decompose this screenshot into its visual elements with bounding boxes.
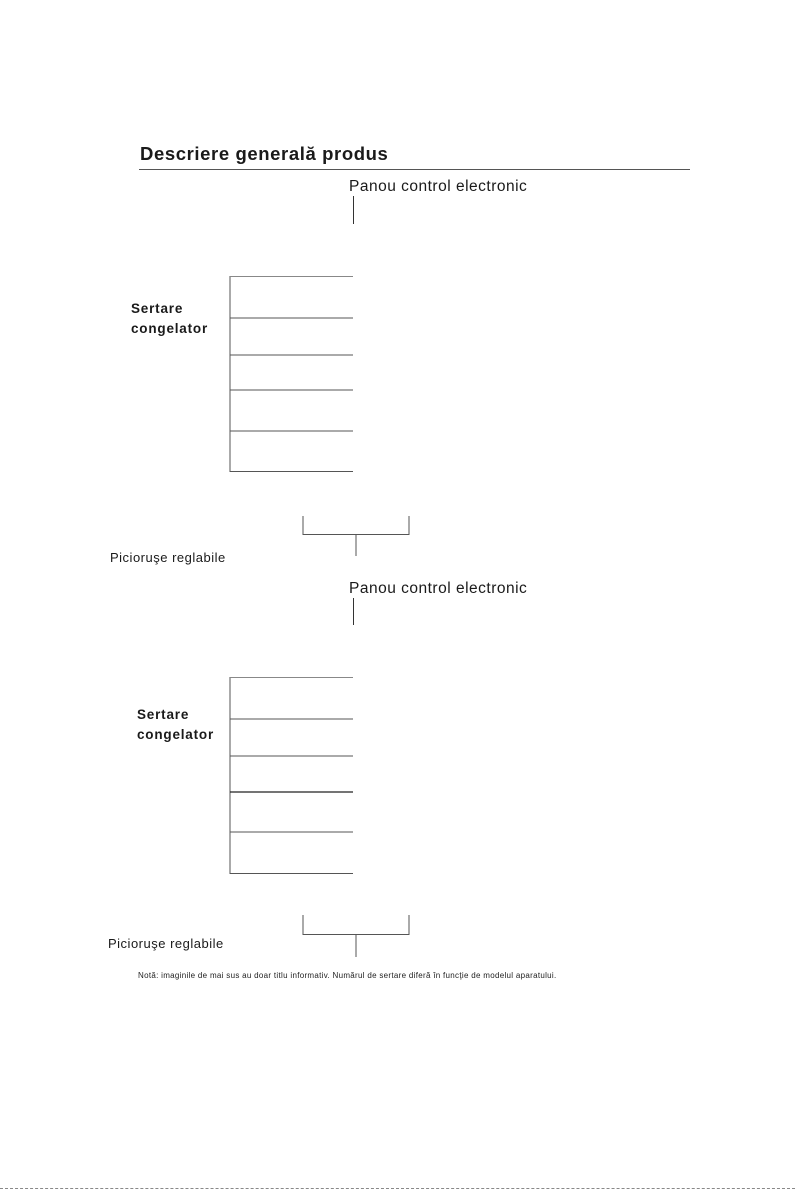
control-panel-leader-line bbox=[353, 598, 354, 625]
freezer-drawers-label-line1: Sertare bbox=[137, 707, 190, 722]
freezer-drawers-diagram bbox=[229, 677, 355, 876]
control-panel-label: Panou control electronic bbox=[349, 580, 528, 597]
control-panel-label: Panou control electronic bbox=[349, 178, 528, 195]
adjustable-feet-bracket bbox=[302, 516, 412, 558]
freezer-drawers-label-line1: Sertare bbox=[131, 301, 184, 316]
adjustable-feet-bracket bbox=[302, 915, 412, 959]
adjustable-feet-label: Picioruşe reglabile bbox=[110, 550, 226, 565]
control-panel-leader-line bbox=[353, 196, 354, 224]
freezer-drawers-label bbox=[131, 299, 208, 339]
freezer-drawers-label bbox=[137, 705, 214, 745]
freezer-drawers-label-line2: congelator bbox=[131, 321, 209, 336]
page-bottom-edge bbox=[0, 1188, 795, 1189]
footnote: Notă: imaginile de mai sus au doar titlu informativ. Numărul de sertare diferă în funcţie de modelul aparatului. bbox=[138, 971, 557, 980]
freezer-drawers-label-line2: congelator bbox=[137, 727, 215, 742]
freezer-drawers-diagram bbox=[229, 276, 355, 474]
adjustable-feet-label: Picioruşe reglabile bbox=[108, 936, 224, 951]
title-divider bbox=[139, 169, 690, 170]
page-title: Descriere generală produs bbox=[140, 143, 389, 164]
